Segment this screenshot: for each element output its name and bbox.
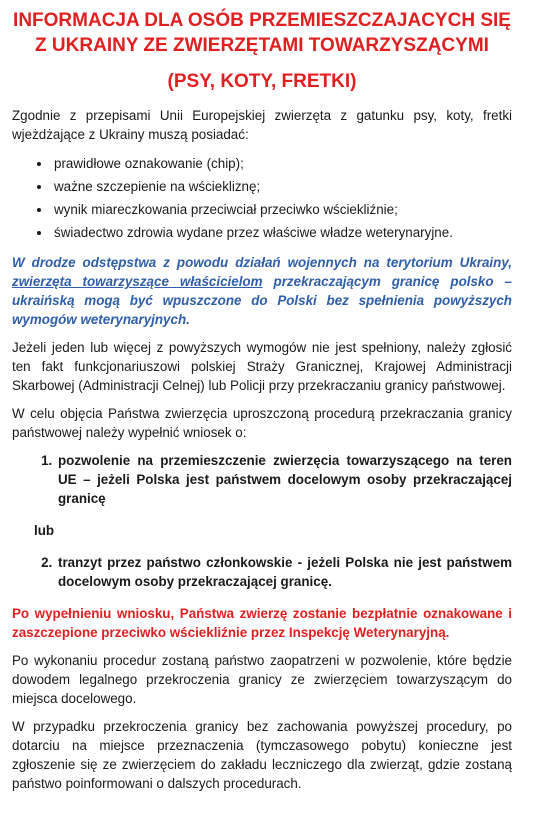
report-paragraph: Jeżeli jeden lub więcej z powyższych wymogów nie jest spełniony, należy zgłosić ten fakt funkcjonariuszowi polskiej Straży Granicznej, Krajowej Administracji Skarbowej (Administracji Celnej) lub Policji przy przekraczaniu granicy państwowej. xyxy=(12,340,512,393)
free-vaccination-notice: Po wypełnieniu wniosku, Państwa zwierzę zostanie bezpłatnie oznakowane i zaszczepione przeciwko wściekliźnie przez Inspekcję Weterynaryjną. xyxy=(12,606,512,640)
intro-paragraph: Zgodnie z przepisami Unii Europejskiej zwierzęta z gatunku psy, koty, fretki wjeżdżające z Ukrainy muszą posiadać: xyxy=(12,108,512,142)
permit-paragraph: Po wykonaniu procedur zostaną państwo zaopatrzeni w pozwolenie, które będzie dowodem legalnego przekroczenia granicy ze zwierzęciem towarzyszącym do miejsca docelowego. xyxy=(12,653,512,706)
list-item: • prawidłowe oznakowanie (chip); xyxy=(52,152,512,175)
exception-underlined-text: zwierzęta towarzyszące właścicielom xyxy=(12,274,263,289)
application-option-2 xyxy=(12,553,512,591)
list-item: 2. tranzyt przez państwo członkowskie - jeżeli Polska nie jest państwem docelowym osoby przekraczającej granicę. xyxy=(56,553,512,591)
exception-paragraph xyxy=(12,253,512,329)
application-option-1 xyxy=(12,451,512,508)
list-item: • świadectwo zdrowia wydane przez właściwe władze weterynaryjne. xyxy=(52,221,512,244)
exception-text-start: W drodze odstępstwa z powodu działań wojennych na terytorium Ukrainy, xyxy=(12,255,512,270)
list-item: • wynik miareczkowania przeciwciał przeciwko wściekliźnie; xyxy=(52,198,512,221)
no-procedure-paragraph: W przypadku przekroczenia granicy bez zachowania powyższej procedury, po dotarciu na miejsce przeznaczenia (tymczasowego pobytu) konieczne jest zgłoszenie się ze zwierzęciem do zakładu leczniczego dla zwierząt, gdzie zostaną państwo poinformowani o dalszych procedurach. xyxy=(12,719,512,791)
or-label: lub xyxy=(34,523,55,538)
document-page xyxy=(12,8,512,793)
procedure-paragraph: W celu objęcia Państwa zwierzęcia uproszczoną procedurą przekraczania granicy państwowej należy wypełnić wniosek o: xyxy=(12,406,512,440)
requirements-list xyxy=(12,152,512,244)
list-item: • ważne szczepienie na wściekliznę; xyxy=(52,175,512,198)
exception-text-end: przekraczającym granicę polsko – ukraińską mogą być wpuszczone do Polski bez spełnienia powyższych wymogów weterynaryjnych. xyxy=(12,274,512,327)
list-item: 1. pozwolenie na przemieszczenie zwierzęcia towarzyszącego na teren UE – jeżeli Polska jest państwem docelowym osoby przekraczającej granicę xyxy=(56,451,512,508)
document-title: INFORMACJA DLA OSÓB PRZEMIESZCZAJACYCH SIĘ Z UKRAINY ZE ZWIERZĘTAMI TOWARZYSZĄCYMI xyxy=(13,10,511,56)
document-subtitle: (PSY, KOTY, FRETKI) xyxy=(167,71,357,92)
